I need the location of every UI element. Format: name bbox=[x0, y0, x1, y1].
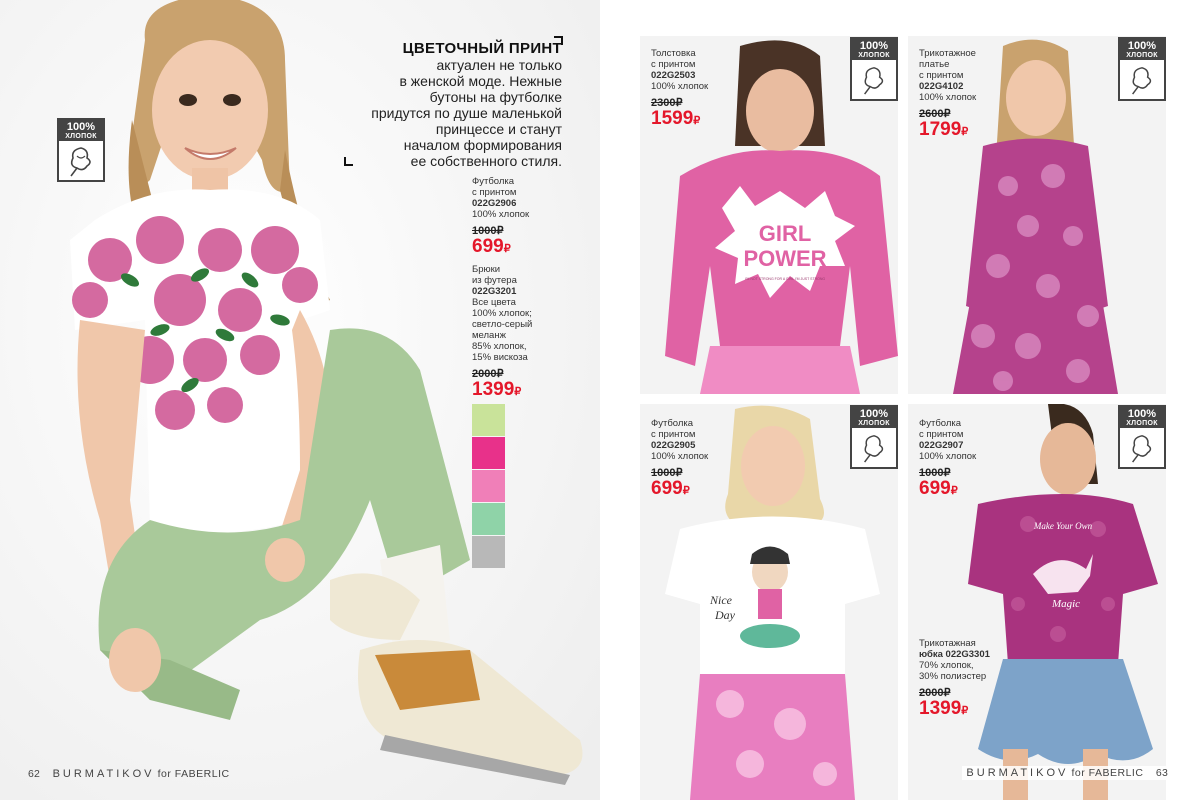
product-detail: меланж bbox=[472, 330, 506, 341]
product-pants-info bbox=[472, 264, 532, 402]
cotton-flower-icon bbox=[1120, 60, 1164, 99]
print-text-line: GIRL bbox=[758, 221, 812, 246]
new-price bbox=[472, 237, 529, 259]
print-text-line: Make Your Own bbox=[1033, 521, 1093, 531]
color-swatch[interactable] bbox=[472, 437, 505, 469]
badge-word: ХЛОПОК bbox=[65, 133, 97, 140]
old-price: 2000₽ bbox=[472, 368, 504, 380]
product-name-line: с принтом bbox=[651, 59, 696, 70]
page-number: 63 bbox=[1155, 767, 1168, 779]
print-small-text: I'M NOT STRONG FOR A GIRL I'M JUST STRONG bbox=[744, 277, 826, 281]
badge-word: ХЛОПОК bbox=[858, 420, 890, 427]
old-price: 1000₽ bbox=[919, 467, 951, 479]
badge-word: ХЛОПОК bbox=[858, 52, 890, 59]
product-name-line: Футболка bbox=[651, 418, 694, 429]
badge-percent: 100% bbox=[66, 121, 96, 133]
headline-line: началом формирования bbox=[403, 137, 562, 153]
price-value: 1599 bbox=[651, 108, 694, 129]
product-code: юбка 022G3301 bbox=[919, 649, 990, 660]
product-detail: 100% хлопок bbox=[651, 451, 709, 462]
price-value: 1399 bbox=[919, 698, 962, 719]
product-detail: 30% полиэстер bbox=[919, 671, 987, 682]
currency: ₽ bbox=[961, 705, 969, 717]
product-name-line: Трикотажная bbox=[919, 638, 976, 649]
headline-line: актуален не только bbox=[436, 57, 562, 73]
product-name-line: из футера bbox=[472, 275, 517, 286]
cotton-badge bbox=[1118, 37, 1166, 101]
print-text-line: Magic bbox=[1051, 598, 1081, 610]
product-tshirt-info bbox=[472, 176, 529, 259]
product-detail: 100% хлопок bbox=[651, 81, 709, 92]
product-code: 022G2503 bbox=[651, 70, 696, 81]
product-detail: 100% хлопок bbox=[919, 92, 977, 103]
product-detail: 100% хлопок; bbox=[472, 308, 532, 319]
product-name-line: Трикотажное bbox=[919, 48, 976, 59]
new-price bbox=[919, 120, 976, 142]
card-dress-info bbox=[919, 48, 976, 142]
product-code: 022G4102 bbox=[919, 81, 964, 92]
new-price bbox=[472, 380, 532, 402]
badge-percent: 100% bbox=[1127, 40, 1157, 52]
color-swatch[interactable] bbox=[472, 404, 505, 436]
product-name-line: с принтом bbox=[919, 429, 964, 440]
old-price: 2300₽ bbox=[651, 97, 683, 109]
badge-word: ХЛОПОК bbox=[1126, 52, 1158, 59]
card-tshirt-unicorn-info bbox=[919, 418, 976, 501]
brand-suffix: for FABERLIC bbox=[1071, 767, 1144, 779]
product-detail: 100% хлопок bbox=[919, 451, 977, 462]
badge-percent: 100% bbox=[859, 408, 889, 420]
new-price bbox=[651, 479, 708, 501]
product-name-line: с принтом bbox=[472, 187, 517, 198]
price-value: 1399 bbox=[472, 379, 515, 400]
headline bbox=[340, 40, 562, 169]
print-text-line: POWER bbox=[743, 246, 827, 271]
cotton-flower-icon bbox=[852, 428, 896, 467]
price-value: 699 bbox=[651, 478, 683, 499]
currency: ₽ bbox=[514, 386, 522, 398]
product-name-line: Футболка bbox=[472, 176, 515, 187]
cotton-flower-icon bbox=[852, 60, 896, 99]
brand-name: BURMATIKOV bbox=[52, 768, 155, 780]
product-name-line: Толстовка bbox=[651, 48, 696, 59]
product-detail: 85% хлопок, bbox=[472, 341, 527, 352]
product-name-line: платье bbox=[919, 59, 950, 70]
product-detail: 100% хлопок bbox=[472, 209, 530, 220]
card-tshirt-niceday-info bbox=[651, 418, 708, 501]
old-price: 2000₽ bbox=[919, 687, 951, 699]
product-code: 022G2906 bbox=[472, 198, 517, 209]
brand-suffix: for FABERLIC bbox=[157, 768, 230, 780]
page-footer-right bbox=[962, 766, 1172, 780]
cotton-flower-icon bbox=[1120, 428, 1164, 467]
headline-line: придутся по душе маленькой bbox=[371, 105, 562, 121]
color-swatch[interactable] bbox=[472, 503, 505, 535]
product-detail: 15% вискоза bbox=[472, 352, 528, 363]
old-price: 1000₽ bbox=[472, 225, 504, 237]
color-swatches bbox=[472, 404, 505, 569]
cotton-flower-icon bbox=[59, 141, 103, 180]
product-code: 022G2905 bbox=[651, 440, 696, 451]
card-sweatshirt-info bbox=[651, 48, 708, 131]
cotton-badge bbox=[57, 118, 105, 182]
currency: ₽ bbox=[682, 485, 690, 497]
product-name-line: Брюки bbox=[472, 264, 501, 275]
headline-line: в женской моде. Нежные bbox=[399, 73, 562, 89]
cotton-badge bbox=[1118, 405, 1166, 469]
new-price bbox=[651, 109, 708, 131]
card-skirt-info bbox=[919, 638, 990, 721]
color-swatch[interactable] bbox=[472, 536, 505, 568]
headline-line: принцессе и станут bbox=[435, 121, 562, 137]
page-number: 62 bbox=[28, 768, 41, 780]
product-detail: Все цвета bbox=[472, 297, 516, 308]
price-value: 699 bbox=[919, 478, 951, 499]
new-price bbox=[919, 699, 990, 721]
product-detail: светло-серый bbox=[472, 319, 533, 330]
price-value: 699 bbox=[472, 236, 504, 257]
brand-name: BURMATIKOV bbox=[966, 767, 1069, 779]
product-detail: 70% хлопок, bbox=[919, 660, 974, 671]
product-name-line: с принтом bbox=[651, 429, 696, 440]
cotton-badge bbox=[850, 37, 898, 101]
price-value: 1799 bbox=[919, 119, 962, 140]
old-price: 2600₽ bbox=[919, 108, 951, 120]
product-code-line bbox=[919, 649, 990, 660]
new-price bbox=[919, 479, 976, 501]
product-code: 022G2907 bbox=[919, 440, 964, 451]
old-price: 1000₽ bbox=[651, 467, 683, 479]
right-page bbox=[600, 0, 1200, 800]
badge-word: ХЛОПОК bbox=[1126, 420, 1158, 427]
product-code: 022G3201 bbox=[472, 286, 517, 297]
color-swatch[interactable] bbox=[472, 470, 505, 502]
currency: ₽ bbox=[503, 243, 511, 255]
product-name-line: с принтом bbox=[919, 70, 964, 81]
badge-percent: 100% bbox=[859, 40, 889, 52]
badge-percent: 100% bbox=[1127, 408, 1157, 420]
headline-line: бутоны на футболке bbox=[429, 89, 562, 105]
currency: ₽ bbox=[950, 485, 958, 497]
product-name-line: Футболка bbox=[919, 418, 962, 429]
print-text-line: Day bbox=[715, 608, 735, 622]
headline-title: ЦВЕТОЧНЫЙ ПРИНТ bbox=[402, 40, 562, 57]
cotton-badge bbox=[850, 405, 898, 469]
page-footer-left bbox=[28, 768, 230, 780]
print-text-line: Nice bbox=[710, 593, 732, 607]
headline-line: ее собственного стиля. bbox=[410, 153, 562, 169]
currency: ₽ bbox=[693, 115, 701, 127]
currency: ₽ bbox=[961, 126, 969, 138]
